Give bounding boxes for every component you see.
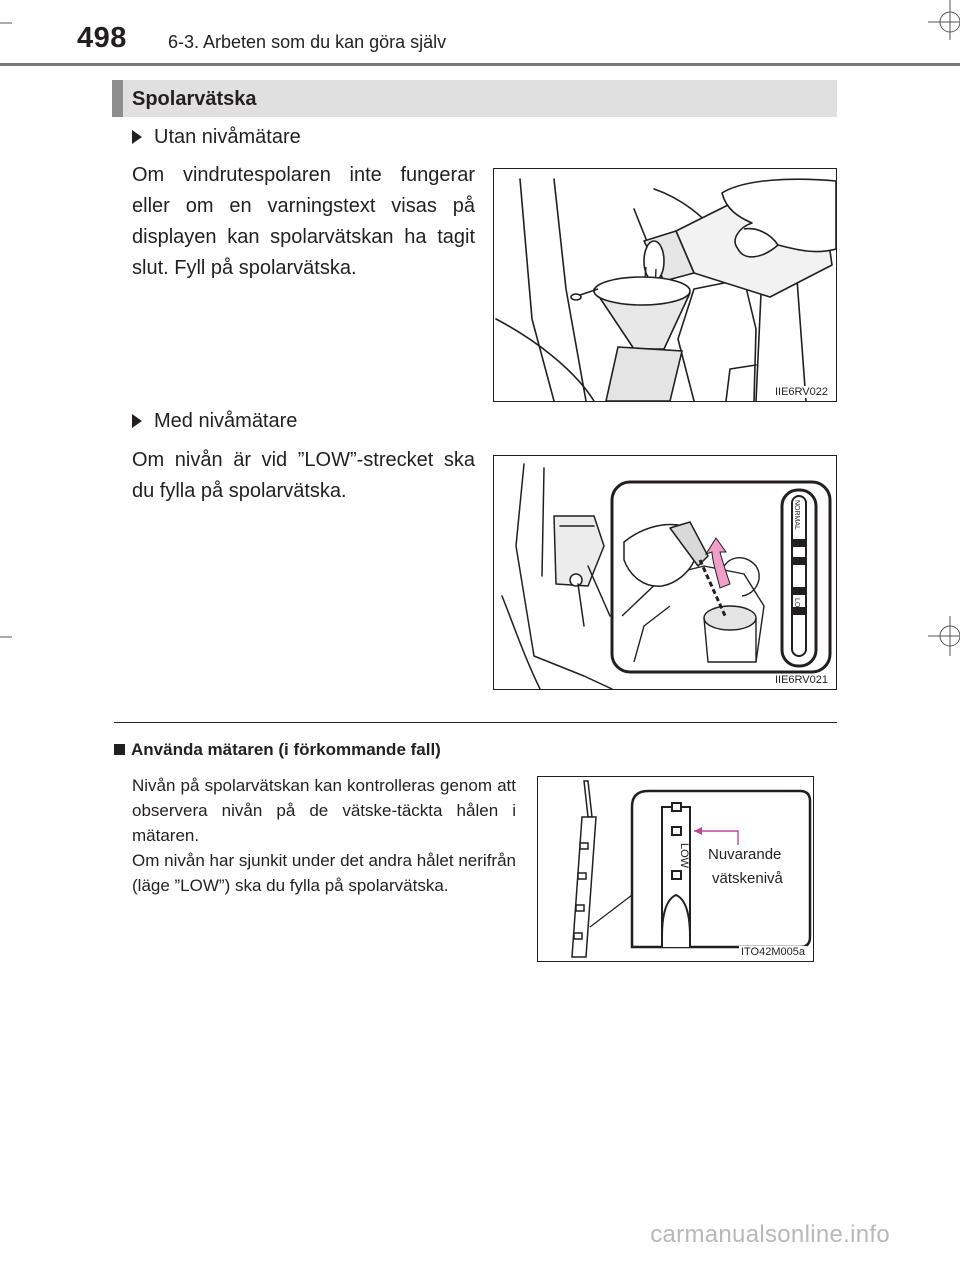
callout-line-1: Nuvarande [708,846,782,863]
triangle-bullet-icon [132,130,142,144]
note-text-1: Nivån på spolarvätskan kan kontrolleras genom att observera nivån på de vätske-täckta hålen i mätaren. [132,776,516,845]
crop-mark-left-top [0,8,12,38]
note-heading-text: Använda mätaren (i förkommande fall) [131,740,441,759]
triangle-bullet-icon [132,414,142,428]
figure-code: IIE6RV022 [774,386,828,398]
callout-line-2: vätskenivå [712,870,783,887]
figure-current-level [537,776,814,962]
figure-code: IIE6RV021 [774,674,828,686]
square-bullet-icon [114,744,125,755]
funnel-illustration [494,169,836,401]
paragraph-without-gauge: Om vindrutespolaren inte fungerar eller om en varningstext visas på displayen kan spolarvätskan ha tagit slut. Fyll på spolarvätska. [132,164,475,279]
chapter-title: 6-3. Arbeten som du kan göra själv [168,32,447,52]
subheading-with-gauge-text: Med nivåmätare [154,410,298,432]
level-gauge-illustration [494,456,836,689]
section-title: Spolarvätska [132,88,257,110]
gauge-normal-label: NORMAL [793,500,800,530]
crop-mark-left-middle [0,622,12,652]
figure-level-gauge [493,455,837,690]
subheading-without-gauge [132,126,301,149]
note-paragraph [132,773,516,898]
figure-code: ITO42M005a [740,946,805,958]
note-heading [114,740,441,760]
current-level-illustration [538,777,813,961]
section-divider [114,722,837,723]
paragraph-with-gauge: Om nivån är vid ”LOW”-strecket ska du fylla på spolarvätska. [132,449,475,502]
section-bar-stripe [112,80,123,117]
watermark: carmanualsonline.info [650,1221,890,1248]
subheading-with-gauge [132,410,297,433]
header-rule [0,63,960,66]
crop-mark-right-middle [928,616,960,656]
subheading-without-gauge-text: Utan nivåmätare [154,126,301,148]
section-title-bar [112,80,837,117]
page-number: 498 [77,22,127,54]
gauge-low-label: LOW [793,598,800,614]
crop-mark-top-right [928,0,960,40]
magnified-low-label: LOW [678,843,690,869]
note-text-2: Om nivån har sjunkit under det andra hålet nerifrån (läge ”LOW”) ska du fylla på spolarvätska. [132,851,516,895]
figure-refill-funnel [493,168,837,402]
